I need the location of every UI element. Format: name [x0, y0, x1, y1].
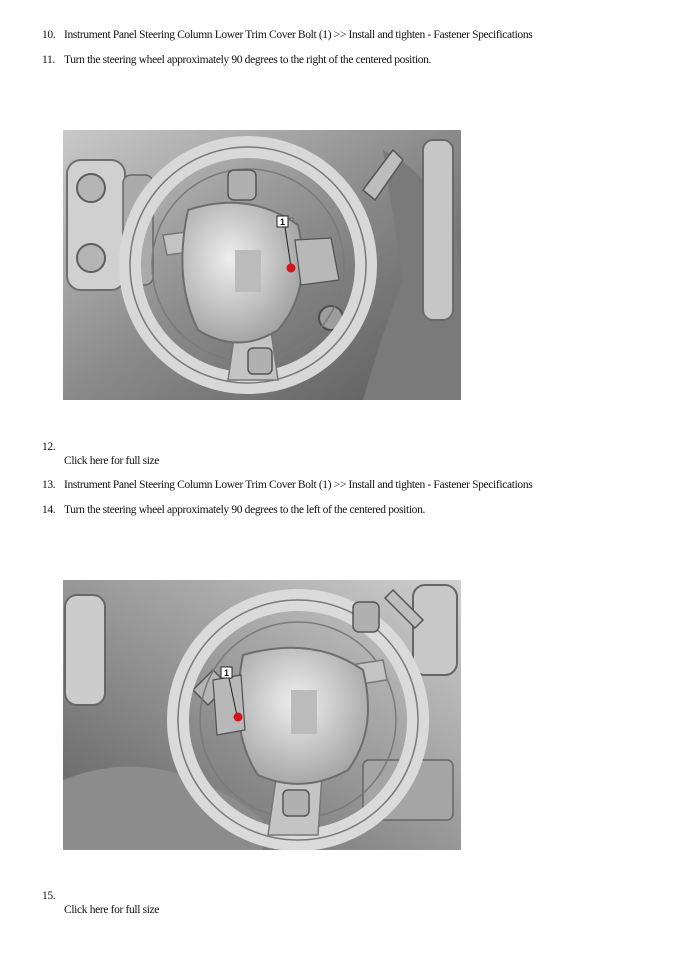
steering-wheel-left-illustration	[63, 580, 461, 850]
step-text: Turn the steering wheel approximately 90 degrees to the left of the centered position.	[64, 504, 426, 516]
step-number: 12.	[42, 441, 56, 453]
callout-label: 1	[279, 217, 286, 227]
step-number: 11.	[42, 54, 55, 66]
step-text: Instrument Panel Steering Column Lower Trim Cover Bolt (1) >> Install and tighten - Fastener Specifications	[64, 479, 533, 491]
steering-wheel-right-figure	[63, 130, 461, 400]
step-13	[42, 479, 532, 491]
step-15	[42, 890, 64, 902]
steering-wheel-left-figure	[63, 580, 461, 850]
full-size-link[interactable]: Click here for full size	[64, 455, 160, 467]
callout-label: 1	[223, 668, 230, 678]
step-12	[42, 441, 64, 453]
step-number: 10.	[42, 29, 56, 41]
step-number: 14.	[42, 504, 56, 516]
step-11	[42, 54, 431, 66]
step-text: Instrument Panel Steering Column Lower Trim Cover Bolt (1) >> Install and tighten - Fastener Specifications	[64, 29, 533, 41]
step-number: 15.	[42, 890, 56, 902]
bolt-marker	[234, 713, 243, 722]
step-text: Turn the steering wheel approximately 90 degrees to the right of the centered position.	[64, 54, 432, 66]
step-14	[42, 504, 425, 516]
full-size-link[interactable]: Click here for full size	[64, 904, 160, 916]
steering-wheel-right-illustration	[63, 130, 461, 400]
step-number: 13.	[42, 479, 56, 491]
step-10	[42, 29, 532, 41]
bolt-marker	[287, 264, 296, 273]
